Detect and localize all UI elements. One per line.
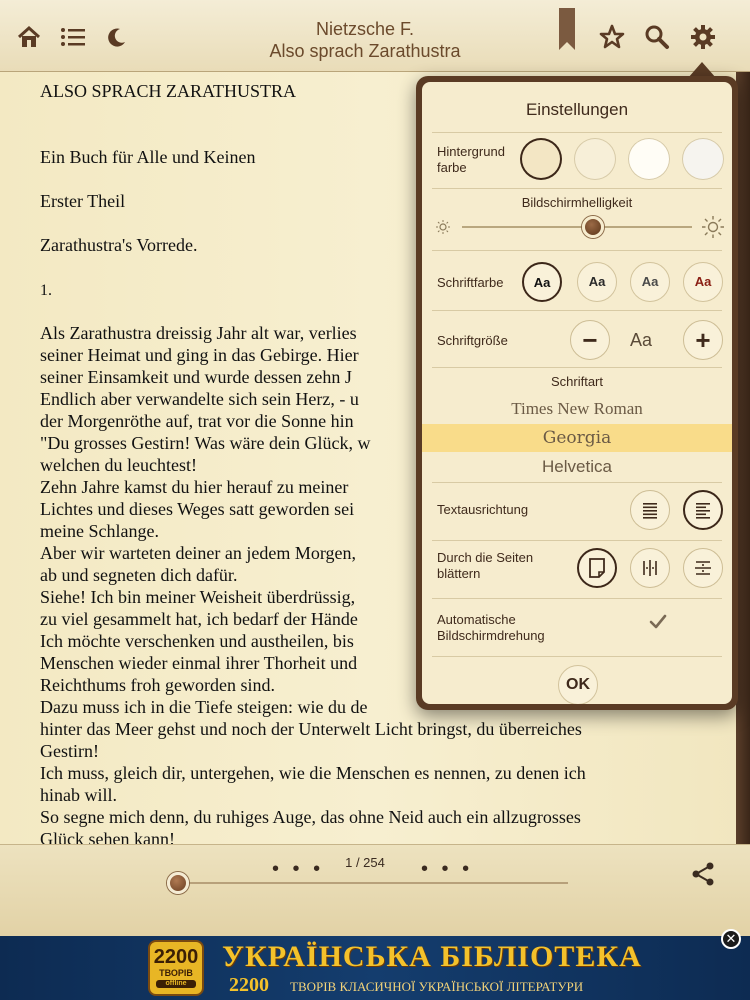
text-line: Lichtes und dieses Weges satt geworden sei [40,499,355,519]
divider [432,482,722,483]
prev-dots[interactable]: • • • [272,858,325,880]
text-line: Menschen wieder einmal ihrer Thorheit und [40,653,358,673]
search-icon[interactable] [642,22,672,52]
ad-close-button[interactable]: ✕ [721,929,741,949]
text-line: welchen du leuchtest! [40,455,197,475]
divider [432,188,722,189]
book-title [200,18,530,62]
moon-icon[interactable] [102,22,132,52]
ad-badge-offline: offline [156,980,196,988]
divider [432,656,722,657]
settings-popover [416,76,738,710]
align-justify-icon [641,501,659,519]
text-line: Zarathustra's Vorrede. [40,235,198,255]
page-slide-horizontal-button[interactable] [630,548,670,588]
ad-banner[interactable] [0,936,750,1000]
progress-slider-track[interactable] [178,882,568,884]
font-color-option-3[interactable]: Aa [683,262,723,302]
text-line: So segne mich denn, du ruhiges Auge, das ohne Neid auch ein allzugrosses [40,807,581,827]
text-line: Endlich aber verwandelte sich sein Herz, - u [40,389,359,409]
text-line: zu viel gesammelt hat, ich bedarf der Hände [40,609,358,629]
ad-badge [148,940,204,996]
ad-badge-word: ТВОРІВ [159,968,193,978]
home-icon[interactable] [14,22,44,52]
font-size-increase-button[interactable]: + [683,320,723,360]
text-line: Siehe! Ich bin meiner Weisheit überdrüssig, [40,587,356,607]
page-edge [736,72,750,844]
ad-title: УКРАЇНСЬКА БІБЛІОТЕКА [222,940,642,973]
text-line: meine Schlange. [40,521,159,541]
text-line: Ich muss, gleich dir, untergehen, wie die Menschen es nennen, zu denen ich [40,763,586,783]
rotation-label: Automatische Bildschirmdrehung [437,612,545,643]
divider [432,540,722,541]
text-line: ab und segneten dich dafür. [40,565,238,585]
brightness-slider-thumb[interactable] [582,216,604,238]
divider [432,310,722,311]
slide-vertical-icon [693,558,713,578]
font-color-option-1[interactable]: Aa [577,262,617,302]
text-line: "Du grosses Gestirn! Was wäre dein Glück, w [40,433,371,453]
divider [432,598,722,599]
text-line: hinab will. [40,785,117,805]
next-dots[interactable]: • • • [421,858,474,880]
rotation-checkbox[interactable] [648,612,668,632]
align-left-button[interactable] [683,490,723,530]
text-line: Erster Theil [40,191,126,211]
ok-button[interactable]: OK [558,665,598,704]
text-line: 1. [40,282,52,299]
sun-small-icon [436,220,450,234]
align-justify-button[interactable] [630,490,670,530]
divider [432,250,722,251]
font-type-label: Schriftart [550,374,603,389]
align-left-icon [694,501,712,519]
font-option-times[interactable]: Times New Roman [511,399,643,418]
slide-horizontal-icon [640,558,660,578]
ad-subtitle: ТВОРІВ КЛАСИЧНОЇ УКРАЇНСЬКОЇ ЛІТЕРАТУРИ [290,979,584,994]
text-line: hinter das Meer gehst und noch der Unterwelt Licht bringst, du überreiches [40,719,582,739]
bookmark-icon[interactable] [559,8,575,50]
alignment-label: Textausrichtung [437,502,529,517]
font-size-decrease-button[interactable]: − [570,320,610,360]
background-swatch-1[interactable] [574,138,616,180]
text-line: ALSO SPRACH ZARATHUSTRA [40,81,297,101]
settings-title: Einstellungen [525,100,629,119]
gear-icon[interactable] [688,22,718,52]
brightness-slider-track[interactable] [462,226,692,228]
divider [432,367,722,368]
background-swatch-0[interactable] [520,138,562,180]
book-author: Nietzsche F. [315,19,415,39]
ad-badge-number: 2200 [153,946,199,968]
font-size-label: Schriftgröße [437,333,508,348]
progress-slider-thumb[interactable] [167,872,189,894]
text-line: Als Zarathustra dreissig Jahr alt war, verlies [40,323,357,343]
text-line: Zehn Jahre kamst du hier herauf zu meiner [40,477,349,497]
font-option-helvetica[interactable]: Helvetica [542,457,612,476]
background-swatch-3[interactable] [682,138,724,180]
text-line: Ein Buch für Alle und Keinen [40,147,256,167]
sun-large-icon [702,216,724,238]
text-line: Aber wir warteten deiner an jedem Morgen, [40,543,357,563]
page-curl-icon [587,557,607,579]
page-slide-vertical-button[interactable] [683,548,723,588]
font-size-sample: Aa [630,330,653,350]
background-swatch-2[interactable] [628,138,670,180]
star-icon[interactable] [597,22,627,52]
text-line: seiner Einsamkeit und wurde dessen zehn J [40,367,352,387]
font-color-label: Schriftfarbe [437,275,504,290]
page-turn-label: Durch die Seiten blättern [437,550,534,581]
brightness-label: Bildschirmhelligkeit [521,195,633,210]
top-toolbar [0,0,750,72]
page-indicator: 1 / 254 [345,855,385,870]
text-line: Dazu muss ich in die Tiefe steigen: wie du de [40,697,368,717]
text-line: seiner Heimat und ging in das Gebirge. Hier [40,345,359,365]
share-icon[interactable] [690,861,716,887]
font-color-option-0[interactable]: Aa [522,262,562,302]
font-option-georgia[interactable]: Georgia [542,428,612,448]
list-icon[interactable] [58,22,88,52]
font-color-option-2[interactable]: Aa [630,262,670,302]
text-line: Glück sehen kann! [40,829,175,844]
text-line: Reichthums froh geworden sind. [40,675,275,695]
background-label: Hintergrund farbe [437,144,505,175]
divider [432,132,722,133]
bottom-toolbar [0,844,750,936]
page-curl-button[interactable] [577,548,617,588]
book-name: Also sprach Zarathustra [269,41,461,61]
text-line: Ich möchte verschenken und austheilen, bis [40,631,354,651]
text-line: Gestirn! [40,741,99,761]
ad-number: 2200 [229,974,269,996]
text-line: der Morgenröthe auf, trat vor die Sonne hin [40,411,354,431]
